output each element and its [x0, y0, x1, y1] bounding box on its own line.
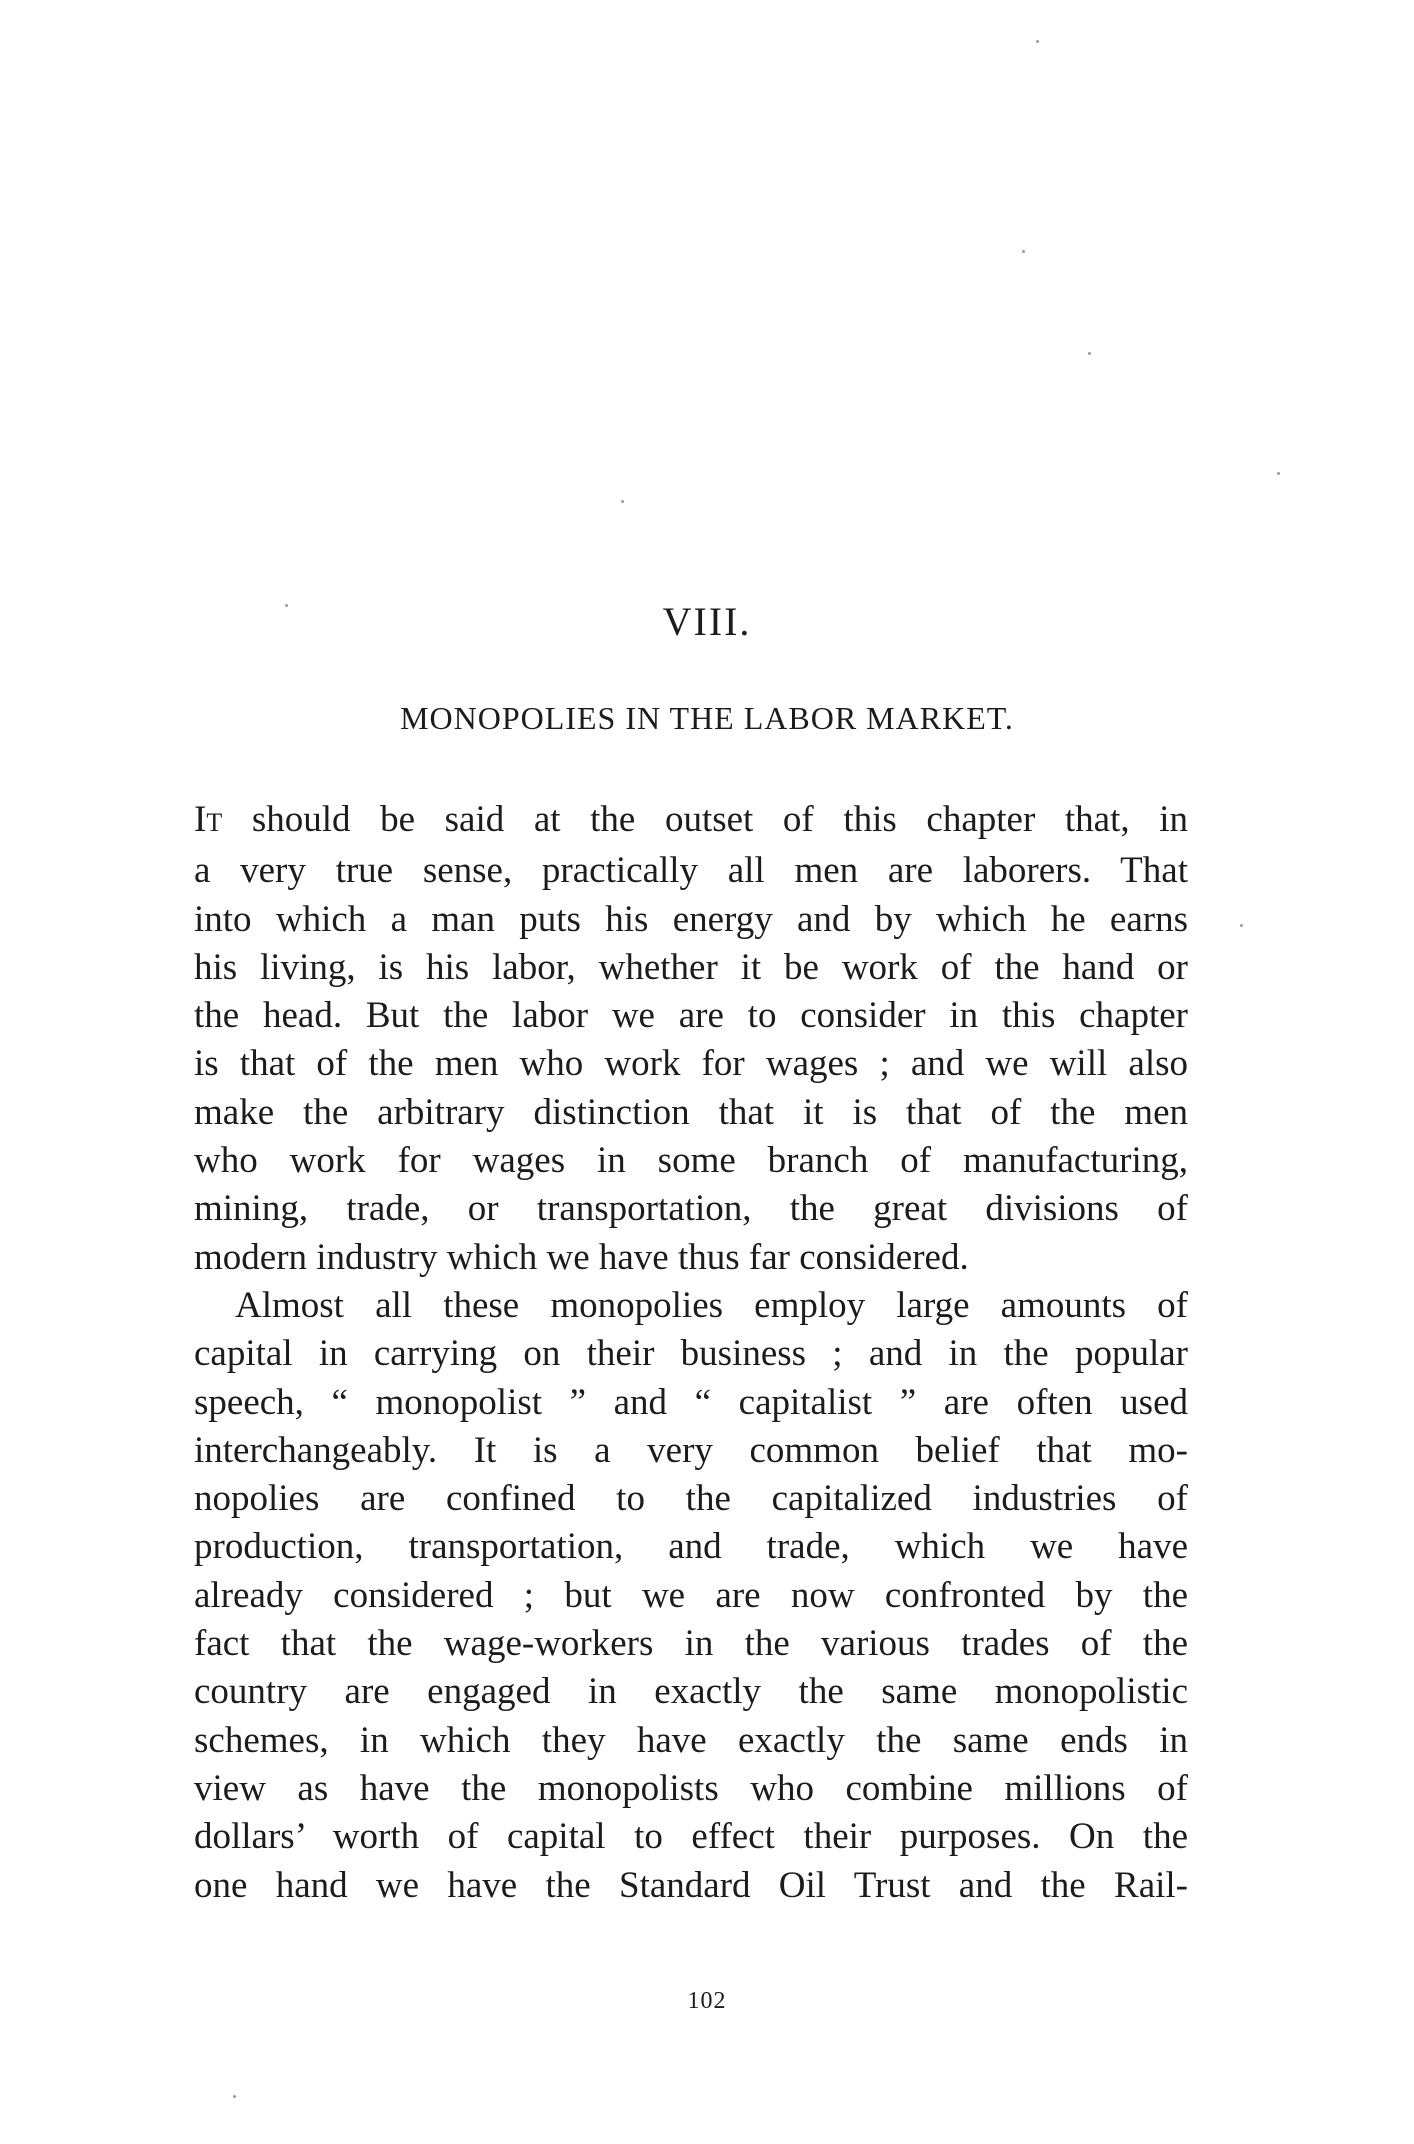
scan-speck: [1240, 924, 1243, 927]
text-line: production, transportation, and trade, which we have: [194, 1526, 1188, 1568]
scan-speck: [1277, 472, 1280, 475]
text-line: is that of the men who work for wages ; and we will also: [194, 1043, 1188, 1085]
text-line: the head. But the labor we are to consider in this chapter: [194, 995, 1188, 1037]
scan-speck: [285, 604, 288, 607]
chapter-number: VIII.: [662, 599, 752, 644]
text-line: make the arbitrary distinction that it is that of the men: [194, 1091, 1188, 1133]
page-number: 102: [687, 1988, 727, 2014]
scan-speck: [621, 500, 624, 503]
scan-speck: [233, 2095, 236, 2098]
text-line: his living, is his labor, whether it be work of the hand or: [194, 946, 1188, 988]
text-line: into which a man puts his energy and by which he earns: [194, 898, 1188, 940]
text-line: capital in carrying on their business ; and in the popular: [194, 1333, 1188, 1375]
text-line: a very true sense, practically all men are laborers. That: [194, 850, 1188, 892]
text-line: schemes, in which they have exactly the same ends in: [194, 1719, 1188, 1761]
chapter-title: MONOPOLIES IN THE LABOR MARKET.: [400, 700, 1014, 736]
chapter-body: [194, 796, 1188, 1910]
scan-speck: [1036, 40, 1039, 43]
scan-speck: [1088, 352, 1091, 355]
text-line: one hand we have the Standard Oil Trust and the Rail-: [194, 1864, 1188, 1906]
text-line: IT should be said at the outset of this chapter that, in: [194, 799, 1188, 840]
text-line: view as have the monopolists who combine millions of: [194, 1767, 1188, 1809]
dropcap: I: [194, 799, 207, 840]
dropcap-smallcap: T: [206, 808, 223, 837]
scan-speck: [1022, 250, 1025, 253]
text-line: nopolies are confined to the capitalized industries of: [194, 1478, 1188, 1520]
text-line: fact that the wage-workers in the various trades of the: [194, 1623, 1188, 1665]
text-line: speech, “ monopolist ” and “ capitalist ” are often used: [194, 1381, 1188, 1423]
text-line: already considered ; but we are now confronted by the: [194, 1574, 1188, 1616]
text-line: who work for wages in some branch of manufacturing,: [194, 1140, 1188, 1182]
text-line: mining, trade, or transportation, the great divisions of: [194, 1188, 1188, 1230]
text-line: Almost all these monopolies employ large amounts of: [235, 1284, 1188, 1326]
text-line: dollars’ worth of capital to effect their purposes. On the: [194, 1816, 1188, 1858]
text-line: interchangeably. It is a very common belief that mo-: [194, 1429, 1188, 1471]
text-line: country are engaged in exactly the same monopolistic: [194, 1671, 1188, 1713]
text-line: modern industry which we have thus far considered.: [194, 1236, 969, 1278]
